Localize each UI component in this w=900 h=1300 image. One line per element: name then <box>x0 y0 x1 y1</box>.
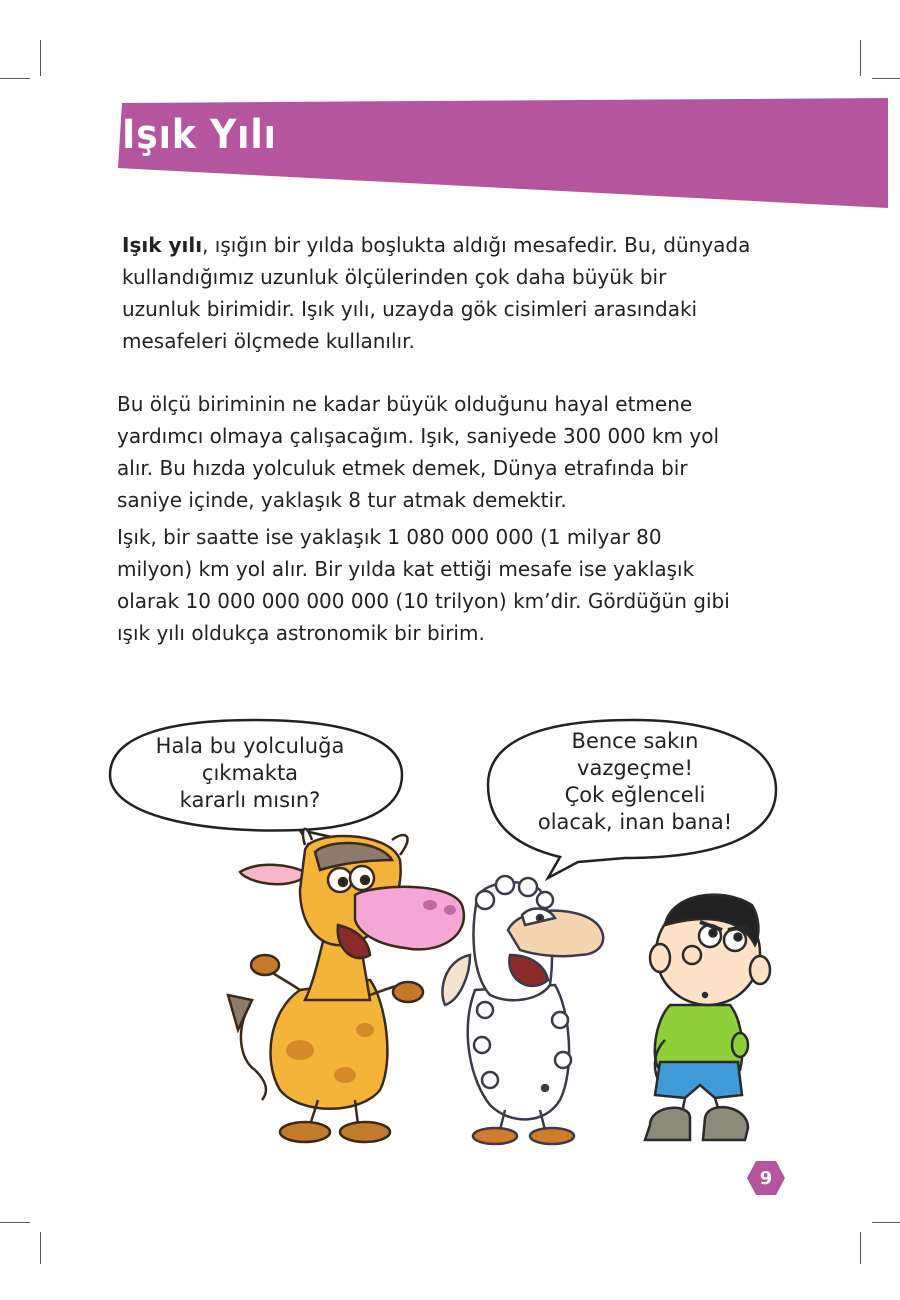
paragraph-distance: Işık, bir saatte ise yaklaşık 1 080 000 000 (1 milyar 80 milyon) km yol alır. Bir yılda kat ettiği mesafe ise yaklaşık olarak 10 000 000 000 000 (10 trilyon) km’dir. Gördüğün gibi ışık yılı oldukça astronomik bir birim. <box>117 525 730 645</box>
bold-term: Işık yılı <box>122 233 203 257</box>
page-number: 9 <box>759 1167 773 1189</box>
giraffe-cow-icon <box>228 829 464 1142</box>
page-number-badge <box>746 1160 786 1196</box>
paragraph-speed: Bu ölçü biriminin ne kadar büyük olduğunu hayal etmene yardımcı olmaya çalışacağım. Işık, saniyede 300 000 km yol alır. Bu hızda yolculuk etmek demek, Dünya etrafında bir saniye içinde, yaklaşık 8 tur atmak demektir. <box>117 392 720 512</box>
paragraph-definition: Işık yılı, ışığın bir yılda boşlukta aldığı mesafedir. Bu, dünyada kullandığımız uzunluk ölçülerinden çok daha büyük bir uzunluk birimidir. Işık yılı, uzayda gök cisimleri arasındaki mesafeleri ölçmede kullanılır. <box>122 233 751 353</box>
boy-icon <box>645 895 770 1140</box>
crop-mark-br-h <box>872 1222 900 1223</box>
sheep-icon <box>442 876 603 1144</box>
crop-mark-bl-h <box>0 1222 30 1223</box>
crop-mark-br-v <box>860 1232 861 1264</box>
speech-text-right: Bence sakın vazgeçme! Çok eğlenceli olacak, inan bana! <box>537 729 733 834</box>
crop-mark-bl-v <box>40 1232 41 1264</box>
page-title: Işık Yılı <box>122 112 277 158</box>
speech-text-left: Hala bu yolculuğa çıkmakta kararlı mısın? <box>155 734 345 812</box>
